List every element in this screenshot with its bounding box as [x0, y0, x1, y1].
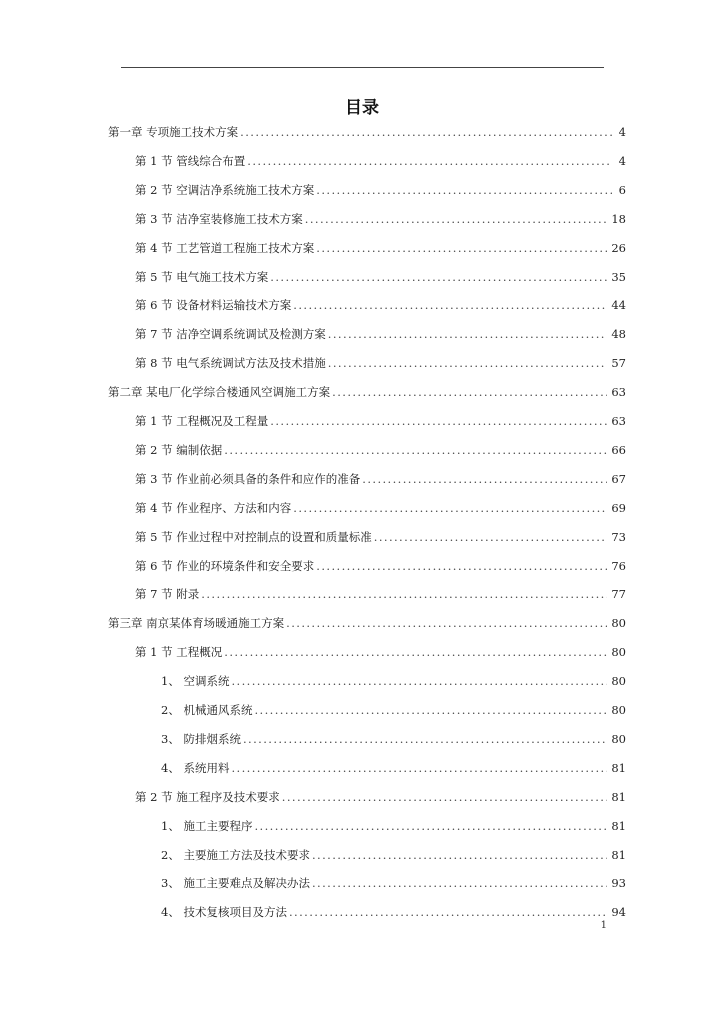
- toc-entry-label: 第 2 节 施工程序及技术要求: [135, 790, 280, 804]
- toc-dot-leader: [328, 355, 608, 371]
- toc-entry-label: 第 1 节 管线综合布置: [135, 154, 246, 168]
- toc-entry[interactable]: [135, 240, 626, 256]
- toc-dot-leader: [362, 471, 607, 487]
- toc-entry-label: 第 4 节 工艺管道工程施工技术方案: [135, 241, 315, 255]
- toc-entry-page: 67: [611, 472, 626, 486]
- toc-entry-page: 66: [611, 443, 626, 457]
- toc-dot-leader: [312, 847, 607, 863]
- toc-entry[interactable]: [161, 760, 626, 776]
- toc-entry[interactable]: [135, 326, 626, 342]
- toc-entry-label: 第 7 节 洁净空调系统调试及检测方案: [135, 327, 326, 341]
- toc-dot-leader: [328, 326, 608, 342]
- toc-entry-page: 6: [618, 183, 626, 197]
- toc-entry[interactable]: [135, 297, 626, 313]
- toc-entry-page: 94: [611, 905, 626, 919]
- toc-entry[interactable]: [135, 789, 626, 805]
- toc-entry[interactable]: [135, 413, 626, 429]
- toc-entry-label: 第 1 节 工程概况: [135, 645, 223, 659]
- toc-entry[interactable]: [135, 471, 626, 487]
- toc-entry[interactable]: [108, 615, 626, 631]
- toc-dot-leader: [254, 702, 607, 718]
- toc-entry-label: 1、 施工主要程序: [161, 819, 253, 833]
- toc-entry-page: 48: [611, 327, 626, 341]
- page-number: 1: [600, 920, 607, 931]
- toc-entry-label: 4、 系统用料: [161, 761, 230, 775]
- toc-dot-leader: [282, 789, 608, 805]
- header-rule: [121, 67, 604, 68]
- toc-dot-leader: [224, 442, 607, 458]
- toc-title: 目录: [345, 98, 379, 118]
- toc-entry-page: 4: [618, 125, 626, 139]
- toc-entry-page: 81: [611, 761, 626, 775]
- toc-dot-leader: [305, 211, 608, 227]
- toc-entry-page: 80: [611, 645, 626, 659]
- toc-dot-leader: [231, 760, 607, 776]
- toc-entry[interactable]: [135, 644, 626, 660]
- toc-entry-page: 73: [611, 530, 626, 544]
- toc-entry-page: 4: [618, 154, 626, 168]
- toc-entry[interactable]: [135, 586, 626, 602]
- toc-dot-leader: [240, 124, 612, 140]
- toc-dot-leader: [316, 240, 607, 256]
- toc-entry-label: 第 4 节 作业程序、方法和内容: [135, 501, 292, 515]
- toc-dot-leader: [243, 731, 607, 747]
- toc-dot-leader: [316, 182, 612, 198]
- toc-dot-leader: [293, 297, 607, 313]
- toc-entry-page: 63: [611, 414, 626, 428]
- toc-entry[interactable]: [108, 384, 626, 400]
- toc-entry[interactable]: [161, 904, 626, 920]
- toc-entry-page: 63: [611, 385, 626, 399]
- toc-dot-leader: [224, 644, 607, 660]
- toc-entry-label: 第 6 节 设备材料运输技术方案: [135, 298, 292, 312]
- toc-entry-page: 81: [611, 848, 626, 862]
- toc-entry-page: 76: [611, 559, 626, 573]
- toc-entry[interactable]: [135, 182, 626, 198]
- toc-dot-leader: [293, 500, 607, 516]
- toc-entry[interactable]: [135, 442, 626, 458]
- toc-entry-label: 3、 施工主要难点及解决办法: [161, 876, 310, 890]
- toc-dot-leader: [254, 818, 607, 834]
- toc-dot-leader: [332, 384, 607, 400]
- toc-entry-label: 第 6 节 作业的环境条件和安全要求: [135, 559, 315, 573]
- toc-entry[interactable]: [135, 558, 626, 574]
- toc-entry[interactable]: [135, 500, 626, 516]
- toc-entry-label: 第 1 节 工程概况及工程量: [135, 414, 269, 428]
- toc-entry-label: 第 2 节 编制依据: [135, 443, 223, 457]
- toc-entry-label: 1、 空调系统: [161, 674, 230, 688]
- toc-entry-page: 80: [611, 616, 626, 630]
- toc-entry-label: 2、 机械通风系统: [161, 703, 253, 717]
- toc-entry-label: 3、 防排烟系统: [161, 732, 241, 746]
- toc-entry-page: 81: [611, 790, 626, 804]
- toc-entry-page: 44: [611, 298, 626, 312]
- toc-entry[interactable]: [135, 269, 626, 285]
- toc-entry[interactable]: [161, 847, 626, 863]
- toc-entry[interactable]: [108, 124, 626, 140]
- toc-entry[interactable]: [135, 153, 626, 169]
- toc-entry-label: 第三章 南京某体育场暖通施工方案: [108, 616, 285, 630]
- toc-entry[interactable]: [161, 731, 626, 747]
- toc-entry-label: 第一章 专项施工技术方案: [108, 125, 239, 139]
- toc-dot-leader: [201, 586, 607, 602]
- toc-entry[interactable]: [135, 211, 626, 227]
- toc-entry-page: 80: [611, 674, 626, 688]
- toc-entry-label: 第 8 节 电气系统调试方法及技术措施: [135, 356, 326, 370]
- toc-entry-label: 第 5 节 电气施工技术方案: [135, 270, 269, 284]
- toc-entry-label: 第 3 节 作业前必须具备的条件和应作的准备: [135, 472, 361, 486]
- toc-dot-leader: [247, 153, 612, 169]
- toc-dot-leader: [374, 529, 608, 545]
- toc-entry-label: 4、 技术复核项目及方法: [161, 905, 287, 919]
- toc-dot-leader: [316, 558, 607, 574]
- toc-dot-leader: [270, 413, 607, 429]
- toc-entry-label: 第 3 节 洁净室装修施工技术方案: [135, 212, 303, 226]
- toc-entry-page: 81: [611, 819, 626, 833]
- toc-entry-page: 18: [611, 212, 626, 226]
- toc-entry-label: 2、 主要施工方法及技术要求: [161, 848, 310, 862]
- toc-dot-leader: [312, 875, 607, 891]
- toc-entry[interactable]: [161, 875, 626, 891]
- toc-entry-page: 93: [611, 876, 626, 890]
- toc-entry-label: 第 7 节 附录: [135, 587, 200, 601]
- toc-entry-page: 57: [611, 356, 626, 370]
- toc-entry[interactable]: [161, 818, 626, 834]
- toc-entry-page: 80: [611, 732, 626, 746]
- toc-entry-label: 第 5 节 作业过程中对控制点的设置和质量标准: [135, 530, 372, 544]
- toc-entry[interactable]: [135, 529, 626, 545]
- toc-entry[interactable]: [161, 702, 626, 718]
- toc-dot-leader: [286, 615, 607, 631]
- toc-entry-label: 第二章 某电厂化学综合楼通风空调施工方案: [108, 385, 331, 399]
- toc-dot-leader: [231, 673, 607, 689]
- toc-entry-page: 77: [611, 587, 626, 601]
- toc-entry-page: 35: [611, 270, 626, 284]
- toc-entry-page: 26: [611, 241, 626, 255]
- toc-entry-label: 第 2 节 空调洁净系统施工技术方案: [135, 183, 315, 197]
- toc-entry-page: 69: [611, 501, 626, 515]
- toc-dot-leader: [270, 269, 607, 285]
- toc-entry[interactable]: [161, 673, 626, 689]
- toc-entry[interactable]: [135, 355, 626, 371]
- toc-dot-leader: [289, 904, 607, 920]
- toc-entry-page: 80: [611, 703, 626, 717]
